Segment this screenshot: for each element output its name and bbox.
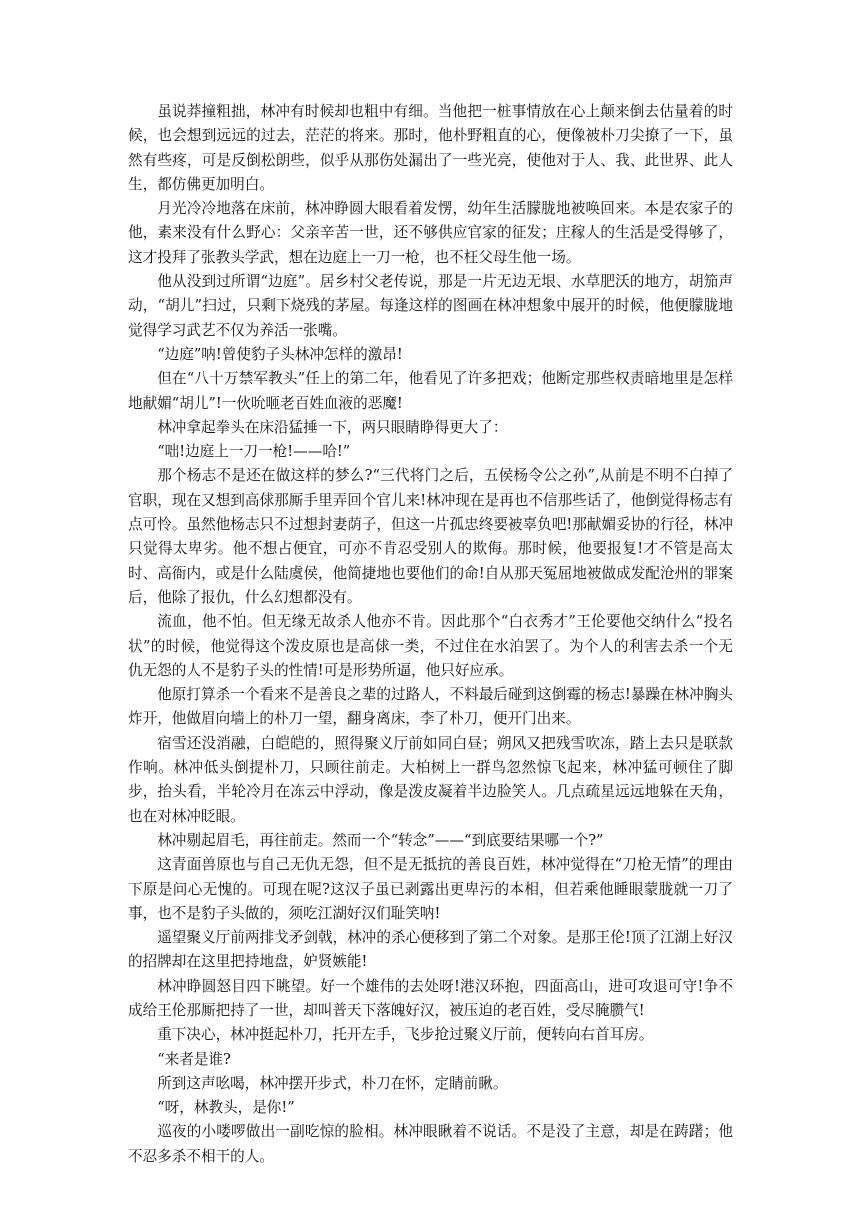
paragraph: 林冲睁圆怒目四下眺望。好一个雄伟的去处呀!港汉环抱，四面高山，进可攻退可守!争不成给王伦那厮把持了一世，却叫普天下落魄好汉，被压迫的老百姓，受尽腌臜气! — [128, 977, 733, 1019]
paragraph: 林冲拿起拳头在床沿猛捶一下，两只眼睛睁得更大了： — [157, 418, 508, 436]
paragraph: 虽说莽撞粗拙，林冲有时候却也粗中有细。当他把一桩事情放在心上颠来倒去估量着的时候，也会想到远远的过去，茫茫的将来。那时，他朴野粗直的心，便像被朴刀尖撩了一下，虽然有些疼，可是反倒松朗些，似乎从那伤处漏出了一些光亮，使他对于人、我、此世界、此人生，都仿佛更加明白。 — [128, 103, 733, 193]
paragraph: 但在“八十万禁军教头”任上的第二年，他看见了许多把戏；他断定那些权责暗地里是怎样地献媚“胡儿”!一伙吮咂老百姓血液的恶魔! — [128, 370, 733, 412]
paragraph: 林冲剔起眉毛，再往前走。然而一个“转念”——“到底要结果哪一个?” — [157, 831, 604, 849]
paragraph: 宿雪还没消融，白皑皑的，照得聚义厅前如同白昼；朔风又把残雪吹冻，踏上去只是联款作响。林冲低头倒提朴刀，只顾往前走。大柏树上一群鸟忽然惊飞起来，林冲猛可顿住了脚步，抬头看，半轮冷月在冻云中浮动，像是泼皮凝着半边脸笑人。几点疏星远远地躲在天角，也在对林冲眨眼。 — [128, 734, 733, 825]
paragraph: 他从没到过所谓“边庭”。居乡村父老传说，那是一片无边无垠、水草肥沃的地方，胡笳声动，“胡儿”扫过，只剩下烧残的茅屋。每逢这样的图画在林冲想象中展开的时候，他便朦胧地觉得学习武艺不仅为养活一张嘴。 — [128, 273, 733, 339]
paragraph: 遥望聚义厅前两排戈矛剑戟，林冲的杀心便移到了第二个对象。是那王伦!顶了江湖上好汉的招牌却在这里把持地盘，妒贤嫉能! — [128, 929, 733, 971]
paragraph: “呀，林教头，是你!” — [157, 1099, 295, 1117]
paragraph: 所到这声吆喝，林冲摆开步式，朴刀在怀，定睛前瞅。 — [157, 1074, 508, 1092]
paragraph: “来者是谁? — [157, 1050, 231, 1068]
document-body — [128, 100, 733, 1169]
paragraph: 巡夜的小喽啰做出一副吃惊的脸相。林冲眼瞅着不说话。不是没了主意，却是在踌躇；他不忍多杀不相干的人。 — [128, 1123, 733, 1165]
paragraph: 重下决心，林冲挺起朴刀，托开左手，飞步抢过聚义厅前，便转向右首耳房。 — [157, 1026, 654, 1044]
paragraph: 流血，他不怕。但无缘无故杀人他亦不肯。因此那个“白衣秀才”王伦要他交纳什么“投名状”的时候，他觉得这个泼皮原也是高俅一类，不过住在水泊罢了。为个人的利害去杀一个无仇无怨的人不是豹子头的性情!可是形势所逼，他只好应承。 — [128, 613, 733, 679]
paragraph: “边庭”呐!曾使豹子头林冲怎样的激昂! — [157, 345, 403, 363]
paragraph: “咄!边庭上一刀一枪!——哈!” — [157, 443, 351, 461]
paragraph: 那个杨志不是还在做这样的梦么?“三代将门之后，五侯杨令公之孙”,从前是不明不白掉了官职，现在又想到高俅那厮手里弄回个官儿来!林冲现在是再也不信那些话了，他倒觉得杨志有点可怜。虽然他杨志只不过想封妻荫子，但这一片孤忠终要被辜负吧!那献媚妥协的行径，林冲只觉得太卑劣。他不想占便宜，可亦不肯忍受别人的欺侮。那时候，他要报复!才不管是高太时、高衙内，或是什么陆虞侯，他简捷地也要他们的命!自从那天冤屈地被做成发配沧州的罪案后，他除了报仇，什么幻想都没有。 — [128, 467, 733, 606]
paragraph: 他原打算杀一个看来不是善良之辈的过路人，不料最后碰到这倒霉的杨志!暴躁在林冲胸头炸开，他做眉向墙上的朴刀一望，翻身离床，李了朴刀，便开门出来。 — [128, 686, 733, 728]
paragraph: 这青面兽原也与自己无仇无怨，但不是无抵抗的善良百姓，林冲觉得在“刀枪无情”的理由下原是问心无愧的。可现在呢?这汉子虽已剥露出更卑污的本相，但若乘他睡眼蒙胧就一刀了事，也不是豹子头做的，须吃江湖好汉们耻笑呐! — [128, 856, 733, 922]
paragraph: 月光冷冷地落在床前，林冲睁圆大眼看着发愣，幼年生活朦胧地被唤回来。本是农家子的他，素来没有什么野心：父亲辛苦一世，还不够供应官家的征发；庄稼人的生活是受得够了，这才投拜了张教头学武，想在边庭上一刀一枪，也不枉父母生他一场。 — [128, 200, 733, 266]
